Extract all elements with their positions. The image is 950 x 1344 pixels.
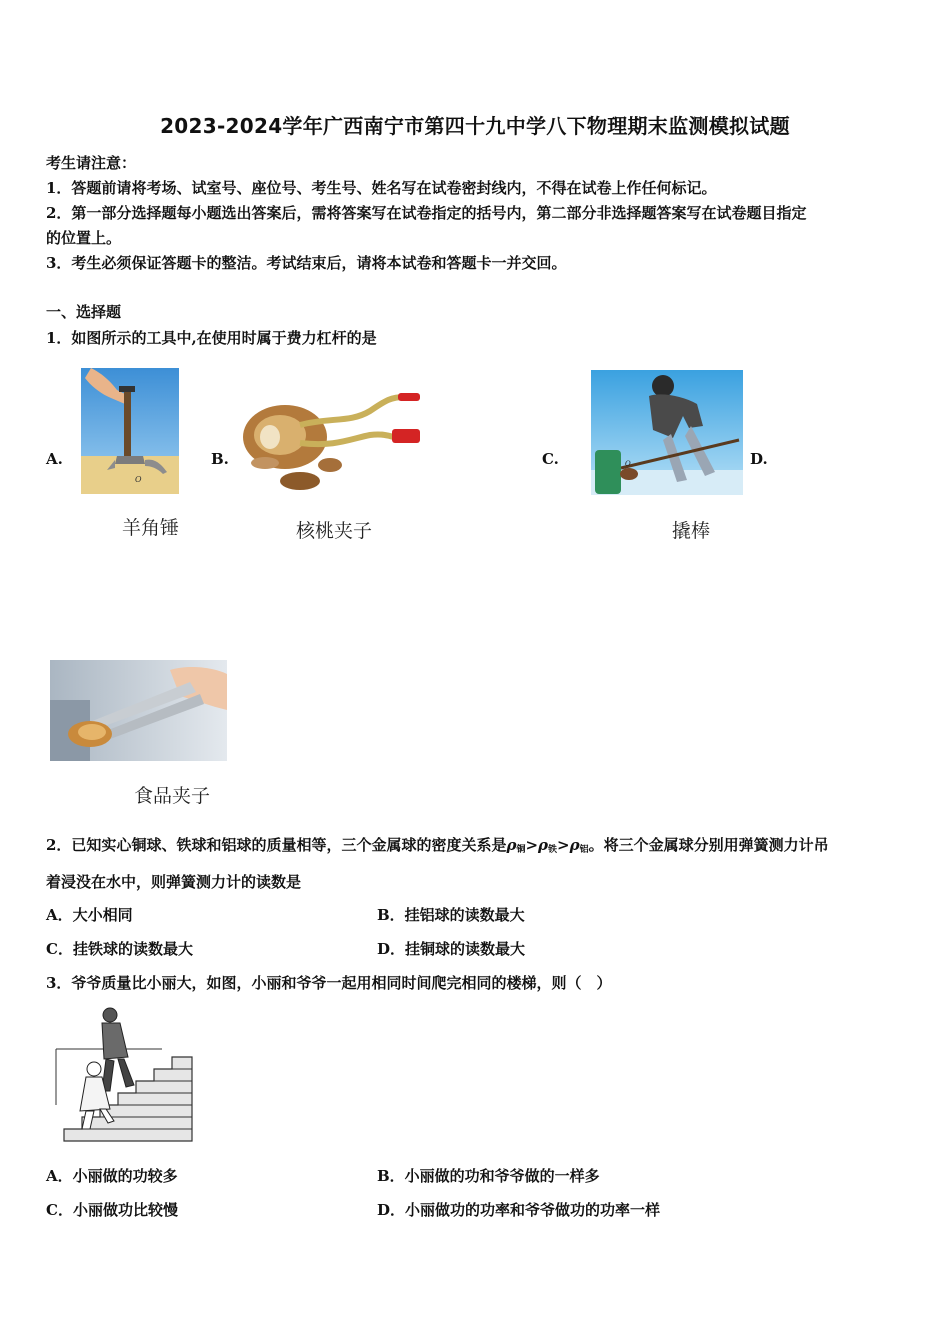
q1-letter-d: D. [750, 450, 768, 468]
claw-hammer-image [81, 368, 179, 494]
sub-al: 铝 [579, 845, 589, 855]
sub-fe: 铁 [548, 845, 558, 855]
stairs-climbing-image [52, 1005, 197, 1143]
q3-option-c: C．小丽做功比较慢 [46, 1201, 178, 1219]
q1-letter-a: A. [46, 450, 63, 468]
q2-stem-part2: 。将三个金属球分别用弹簧测力计吊 [588, 836, 829, 854]
svg-text:O: O [135, 475, 142, 484]
food-tongs-image [50, 660, 227, 761]
q2-stem-part1: 2．已知实心铜球、铁球和铝球的质量相等，三个金属球的密度关系是 [46, 836, 507, 854]
q2-stem [46, 834, 829, 855]
page-title: 2023-2024学年广西南宁市第四十九中学八下物理期末监测模拟试题 [160, 114, 790, 138]
q3-option-a: A．小丽做的功较多 [46, 1167, 178, 1185]
svg-text:O: O [625, 460, 631, 468]
gt-1: > [525, 836, 539, 854]
caption-nutcracker: 核桃夹子 [296, 520, 373, 542]
q2-stem-line2: 着浸没在水中，则弹簧测力计的读数是 [46, 873, 302, 891]
notice-item-1: 1．答题前请将考场、试室号、座位号、考生号、姓名写在试卷密封线内，不得在试卷上作任何标记。 [46, 179, 717, 197]
nutcracker-image [240, 387, 425, 497]
q1-letter-b: B. [211, 450, 229, 468]
rho-al: ρ [569, 836, 580, 854]
section-heading: 一、选择题 [46, 303, 122, 321]
sub-cu: 铜 [516, 845, 526, 855]
notice-heading: 考生请注意： [46, 154, 137, 172]
notice-item-2-cont: 的位置上。 [46, 229, 122, 247]
q1-letter-c: C. [542, 450, 559, 468]
rho-fe: ρ [538, 836, 549, 854]
caption-tongs: 食品夹子 [134, 785, 211, 807]
caption-hammer: 羊角锤 [122, 517, 180, 539]
q2-option-b: B．挂铝球的读数最大 [377, 906, 525, 924]
q2-option-d: D．挂铜球的读数最大 [377, 940, 526, 958]
q3-option-d: D．小丽做功的功率和爷爷做功的功率一样 [377, 1201, 661, 1219]
rho-cu: ρ [506, 836, 517, 854]
q2-option-c: C．挂铁球的读数最大 [46, 940, 193, 958]
notice-item-3: 3．考生必须保证答题卡的整洁。考试结束后，请将本试卷和答题卡一并交回。 [46, 254, 567, 272]
crowbar-image [591, 370, 743, 495]
q2-option-a: A．大小相同 [46, 906, 133, 924]
q3-option-b: B．小丽做的功和爷爷做的一样多 [377, 1167, 600, 1185]
caption-crowbar: 撬棒 [672, 520, 711, 542]
notice-item-2: 2．第一部分选择题每小题选出答案后，需将答案写在试卷指定的括号内，第二部分非选择题答案写在试卷题目指定 [46, 204, 807, 222]
gt-2: > [557, 836, 570, 854]
q3-stem: 3．爷爷质量比小丽大，如图，小丽和爷爷一起用相同时间爬完相同的楼梯，则（ ） [46, 974, 612, 992]
q1-stem: 1．如图所示的工具中,在使用时属于费力杠杆的是 [46, 329, 377, 347]
